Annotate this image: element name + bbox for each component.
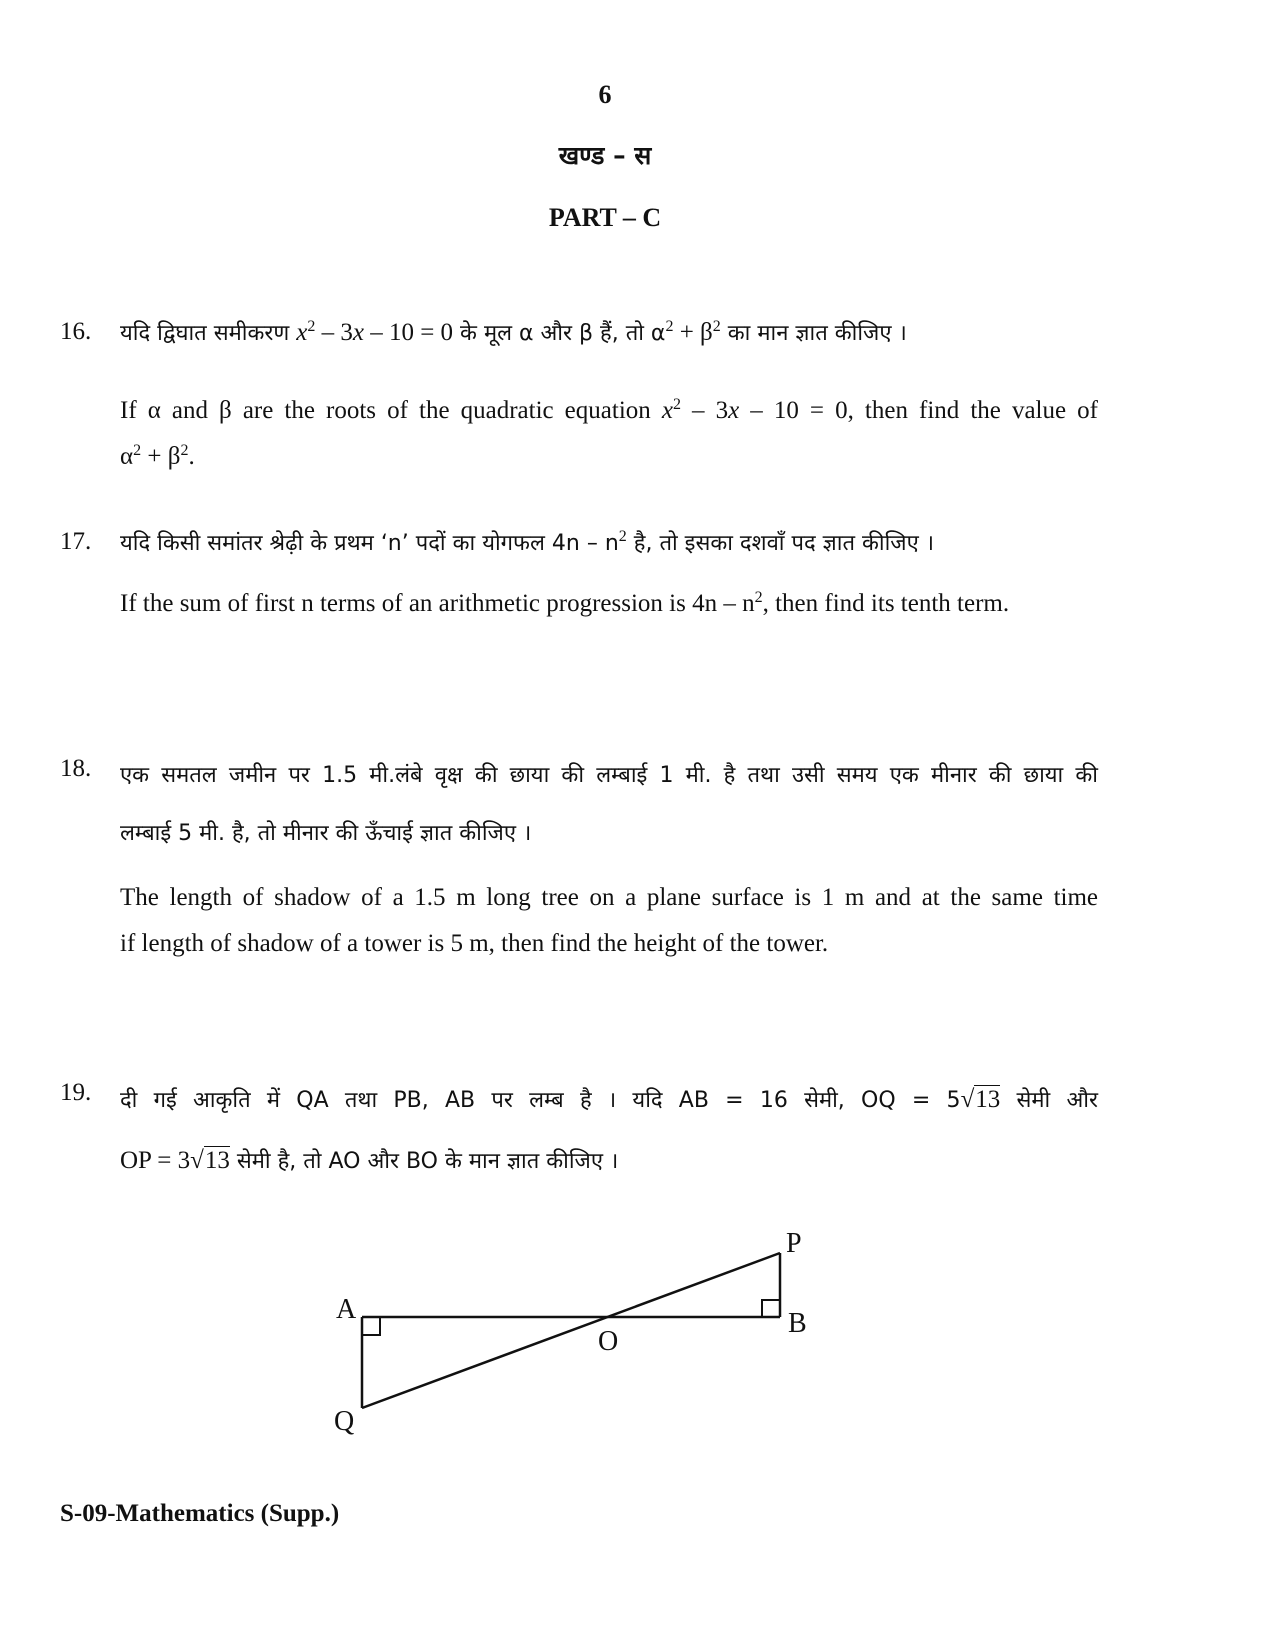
question-number-19: 19. [60,1079,92,1106]
q18-hi-line2: लम्बाई 5 मी. है, तो मीनार की ऊँचाई ज्ञात कीजिए । [120,821,532,846]
paper-code-footer: S-09-Mathematics (Supp.) [60,1500,340,1527]
q17-en-text-b: , then find its tenth term. [762,590,1010,617]
geometry-figure [320,1220,840,1450]
q16-en-eq-x: x [661,397,673,424]
label-p: P [786,1228,802,1259]
question-16-hindi [120,310,1098,357]
sqrt-13-a [961,1070,1001,1130]
question-number-18: 18. [60,755,92,782]
sqrt-13-b [190,1131,230,1191]
question-16-english [120,388,1098,480]
q16-hi-text-b: के मूल α और β हैं, तो α [453,321,666,346]
q19-line2-text-b: सेमी है, तो AO और BO के मान ज्ञात कीजिए । [229,1149,619,1174]
q17-en-sup: 2 [754,589,763,606]
radicand-13-a: 13 [975,1086,1001,1113]
q17-hi-text-b: है, तो इसका दशवाँ पद ज्ञात कीजिए । [626,531,935,556]
q16-en-line1 [120,388,1098,434]
question-17-hindi [120,520,1098,567]
right-angle-mark-a [362,1317,380,1335]
page-number: 6 [598,80,612,109]
q17-hi-text-a: यदि किसी समांतर श्रेढ़ी के प्रथम ‘n’ पदों का योगफल 4n – n [120,531,619,556]
section-title-english: PART – C [548,203,662,232]
question-17-english [120,581,1098,627]
q16-hi-eq-sup: 2 [307,318,316,335]
q16-hi-sup-2: 2 [712,318,721,335]
q16-en-text-a: If α and β are the roots of the quadratic equation [120,397,662,424]
q16-hi-sup-1: 2 [665,318,674,335]
q17-hi-sup: 2 [618,528,627,545]
q16-hi-text-d: का मान ज्ञात कीजिए । [720,321,907,346]
q19-line2-text-a: OP = 3 [120,1147,191,1174]
radical-sign-a: √ [960,1086,975,1113]
section-title-hindi: खण्ड – स [558,141,652,170]
question-19-hindi [120,1070,1098,1192]
q16-en-eq-rest-b: – 10 = 0 [739,397,848,424]
q19-line1 [120,1070,1098,1131]
q16-en-text-d: + β [141,443,181,470]
q16-en-eq-rest-a: – 3 [680,397,729,424]
question-18-english [120,875,1098,967]
q16-hi-text-a: यदि द्विघात समीकरण [120,321,297,346]
q16-hi-text-c: + β [673,319,713,346]
q16-en-line2 [120,434,1098,480]
q16-hi-eq-rest-b: – 10 = 0 [363,319,454,346]
right-angle-mark-b [762,1300,780,1317]
question-number-17: 17. [60,528,92,555]
q17-en-text-a: If the sum of first n terms of an arithmetic progression is 4n – n [120,590,755,617]
question-18-hindi [120,747,1098,863]
radical-sign-b: √ [190,1147,204,1174]
label-b: B [788,1308,807,1339]
question-number-16: 16. [60,318,92,345]
label-o: O [598,1326,619,1357]
q16-en-text-c: α [120,443,134,470]
q16-hi-eq-rest-a: – 3 [315,319,353,346]
radicand-13-b: 13 [204,1147,230,1174]
q16-en-sup-1: 2 [133,442,142,459]
q16-en-eq-x2: x [728,397,740,424]
q16-en-text-e: . [188,443,195,470]
q16-hi-eq-x2: x [352,319,364,346]
q16-en-sup-2: 2 [180,442,189,459]
segment-pq [362,1253,780,1408]
q16-hi-eq-x: x [296,319,308,346]
q18-en-line2: if length of shadow of a tower is 5 m, then find the height of the tower. [120,930,829,957]
label-q: Q [334,1406,355,1437]
q19-line1-text-a: दी गई आकृति में QA तथा PB, AB पर लम्ब है । यदि AB = 16 सेमी, OQ = 5 [120,1088,961,1113]
q16-en-eq-sup: 2 [672,396,681,413]
q18-en-line1: The length of shadow of a 1.5 m long tree on a plane surface is 1 m and at the same time [120,884,1098,911]
q16-en-text-b: , then find the value of [847,397,1098,424]
q19-line1-text-b: सेमी और [1000,1088,1098,1113]
label-a: A [336,1294,357,1325]
q18-hi-line1: एक समतल जमीन पर 1.5 मी.लंबे वृक्ष की छाया की लम्बाई 1 मी. है तथा उसी समय एक मीनार की छाया की [120,763,1098,788]
q19-line2 [120,1131,1098,1192]
